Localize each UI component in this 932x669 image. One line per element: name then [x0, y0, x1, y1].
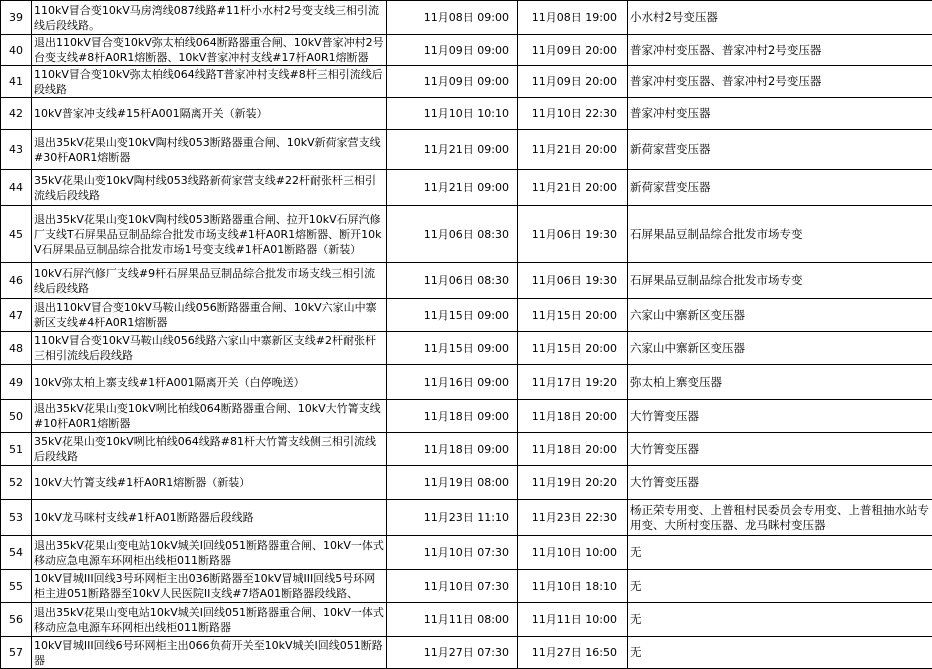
end-time: 11月10日 22:30 [518, 98, 628, 130]
start-time: 11月18日 09:00 [387, 400, 518, 433]
affected-area: 无 [628, 603, 932, 637]
start-time: 11月21日 09:00 [387, 170, 518, 206]
start-time: 11月10日 07:30 [387, 570, 518, 603]
end-time: 11月23日 22:30 [518, 500, 628, 536]
outage-scope: 退出35kV花果山变电站10kV城关Ⅰ回线051断路器重合闸、10kV一体式移动应急电源车环网柜出线柜011断路器 [32, 603, 387, 637]
row-number: 54 [1, 536, 32, 570]
end-time: 11月18日 20:00 [518, 433, 628, 466]
row-number: 39 [1, 1, 32, 35]
row-number: 46 [1, 263, 32, 299]
outage-scope: 10kV冒城III回线6号环网柜主出066负荷开关至10kV城关Ⅰ回线051断路器 [32, 637, 387, 669]
outage-scope: 10kV冒城III回线3号环网柜主出036断路器至10kV冒城III回线5号环网柜主进051断路器至10kV人民医院II支线#7塔A01断路器段线路、 [32, 570, 387, 603]
start-time: 11月10日 07:30 [387, 536, 518, 570]
end-time: 11月08日 19:00 [518, 1, 628, 35]
outage-scope: 10kV弥太柏上寨支线#1杆A001隔离开关（白停晚送） [32, 365, 387, 400]
end-time: 11月21日 20:00 [518, 170, 628, 206]
affected-area: 无 [628, 536, 932, 570]
table-row [1, 365, 932, 400]
end-time: 11月10日 18:10 [518, 570, 628, 603]
start-time: 11月15日 09:00 [387, 332, 518, 365]
row-number: 48 [1, 332, 32, 365]
start-time: 11月23日 11:10 [387, 500, 518, 536]
outage-scope: 退出35kV花果山变10kV陶村线053断路器重合闸、10kV新荷家营支线#30杆A0R1熔断器 [32, 130, 387, 170]
start-time: 11月06日 08:30 [387, 263, 518, 299]
end-time: 11月15日 20:00 [518, 299, 628, 332]
row-number: 43 [1, 130, 32, 170]
start-time: 11月06日 08:30 [387, 206, 518, 263]
outage-scope: 35kV花果山变10kV咧比柏线064线路#81杆大竹箐支线侧三相引流线后段线路 [32, 433, 387, 466]
outage-scope: 退出35kV花果山变10kV陶村线053断路器重合闸、拉开10kV石屏汽修厂支线T石屏果品豆制品综合批发市场支线#1杆A0R1熔断器、断开10kV石屏果品豆制品综合批发市场1号变支线#1杆A01断路器（新装） [32, 206, 387, 263]
affected-area: 大竹箐变压器 [628, 466, 932, 500]
affected-area: 六家山中寨新区变压器 [628, 299, 932, 332]
table-row [1, 130, 932, 170]
row-number: 41 [1, 66, 32, 98]
table-row [1, 570, 932, 603]
affected-area: 新荷家营变压器 [628, 170, 932, 206]
outage-scope: 10kV龙马咪村支线#1杆A01断路器后段线路 [32, 500, 387, 536]
table-row [1, 170, 932, 206]
affected-area: 普家冲村变压器、普家冲村2号变压器 [628, 66, 932, 98]
affected-area: 石屏果品豆制品综合批发市场专变 [628, 206, 932, 263]
table-row [1, 332, 932, 365]
affected-area: 弥太柏上寨变压器 [628, 365, 932, 400]
affected-area: 新荷家营变压器 [628, 130, 932, 170]
affected-area: 无 [628, 637, 932, 669]
end-time: 11月06日 19:30 [518, 206, 628, 263]
affected-area: 六家山中寨新区变压器 [628, 332, 932, 365]
end-time: 11月15日 20:00 [518, 332, 628, 365]
end-time: 11月09日 20:00 [518, 66, 628, 98]
outage-scope: 10kV普家冲支线#15杆A001隔离开关（新装） [32, 98, 387, 130]
end-time: 11月17日 19:20 [518, 365, 628, 400]
table-row [1, 500, 932, 536]
affected-area: 大竹箐变压器 [628, 400, 932, 433]
start-time: 11月15日 09:00 [387, 299, 518, 332]
start-time: 11月16日 09:00 [387, 365, 518, 400]
end-time: 11月27日 16:50 [518, 637, 628, 669]
outage-scope: 退出35kV花果山变电站10kV城关Ⅰ回线051断路器重合闸、10kV一体式移动应急电源车环网柜出线柜011断路器 [32, 536, 387, 570]
end-time: 11月11日 10:00 [518, 603, 628, 637]
row-number: 57 [1, 637, 32, 669]
outage-scope: 退出110kV冒合变10kV马鞍山线056断路器重合闸、10kV六家山中寨新区支线#4杆A0R1熔断器 [32, 299, 387, 332]
outage-scope: 110kV冒合变10kV马房湾线087线路#11杆小水村2号变支线三相引流线后段线路。 [32, 1, 387, 35]
affected-area: 普家冲村变压器 [628, 98, 932, 130]
outage-scope: 10kV石屏汽修厂支线#9杆石屏果品豆制品综合批发市场支线三相引流线后段线路 [32, 263, 387, 299]
row-number: 49 [1, 365, 32, 400]
end-time: 11月18日 20:00 [518, 400, 628, 433]
table-row [1, 263, 932, 299]
table-row [1, 433, 932, 466]
affected-area: 杨正荣专用变、上普租村民委员会专用变、上普租抽水站专用变、大所村变压器、龙马眯村变压器 [628, 500, 932, 536]
row-number: 56 [1, 603, 32, 637]
affected-area: 小水村2号变压器 [628, 1, 932, 35]
table-row [1, 400, 932, 433]
start-time: 11月11日 08:00 [387, 603, 518, 637]
start-time: 11月10日 10:10 [387, 98, 518, 130]
row-number: 44 [1, 170, 32, 206]
table-row [1, 66, 932, 98]
row-number: 53 [1, 500, 32, 536]
outage-scope: 110kV冒合变10kV弥太柏线064线路T普家冲村支线#8杆三相引流线后段线路 [32, 66, 387, 98]
table-row [1, 1, 932, 35]
row-number: 55 [1, 570, 32, 603]
table-row [1, 603, 932, 637]
row-number: 50 [1, 400, 32, 433]
table-row [1, 637, 932, 669]
affected-area: 石屏果品豆制品综合批发市场专变 [628, 263, 932, 299]
table-row [1, 466, 932, 500]
row-number: 40 [1, 35, 32, 66]
outage-scope: 35kV花果山变10kV陶村线053线路新荷家营支线#22杆耐张杆三相引流线后段线路 [32, 170, 387, 206]
start-time: 11月08日 09:00 [387, 1, 518, 35]
end-time: 11月21日 20:00 [518, 130, 628, 170]
start-time: 11月09日 09:00 [387, 66, 518, 98]
end-time: 11月09日 20:00 [518, 35, 628, 66]
row-number: 42 [1, 98, 32, 130]
row-number: 52 [1, 466, 32, 500]
start-time: 11月19日 08:00 [387, 466, 518, 500]
row-number: 45 [1, 206, 32, 263]
table-row [1, 206, 932, 263]
row-number: 51 [1, 433, 32, 466]
outage-scope: 10kV大竹箐支线#1杆A0R1熔断器（新装） [32, 466, 387, 500]
end-time: 11月19日 20:20 [518, 466, 628, 500]
outage-scope: 退出35kV花果山变10kV咧比柏线064断路器重合闸、10kV大竹箐支线#10杆A0R1熔断器 [32, 400, 387, 433]
table-row [1, 35, 932, 66]
start-time: 11月09日 09:00 [387, 35, 518, 66]
affected-area: 大竹箐变压器 [628, 433, 932, 466]
row-number: 47 [1, 299, 32, 332]
outage-scope: 110kV冒合变10kV马鞍山线056线路六家山中寨新区支线#2杆耐张杆三相引流线后段线路 [32, 332, 387, 365]
end-time: 11月06日 19:30 [518, 263, 628, 299]
affected-area: 无 [628, 570, 932, 603]
table-row [1, 98, 932, 130]
affected-area: 普家冲村变压器、普家冲村2号变压器 [628, 35, 932, 66]
table-row [1, 536, 932, 570]
table-row [1, 299, 932, 332]
outage-scope: 退出110kV冒合变10kV弥太柏线064断路器重合闸、10kV普家冲村2号台变支线#8杆A0R1熔断器、10kV普家冲村支线#17杆A0R1熔断器 [32, 35, 387, 66]
start-time: 11月21日 09:00 [387, 130, 518, 170]
table-body [1, 1, 932, 669]
start-time: 11月18日 09:00 [387, 433, 518, 466]
start-time: 11月27日 07:30 [387, 637, 518, 669]
end-time: 11月10日 10:00 [518, 536, 628, 570]
